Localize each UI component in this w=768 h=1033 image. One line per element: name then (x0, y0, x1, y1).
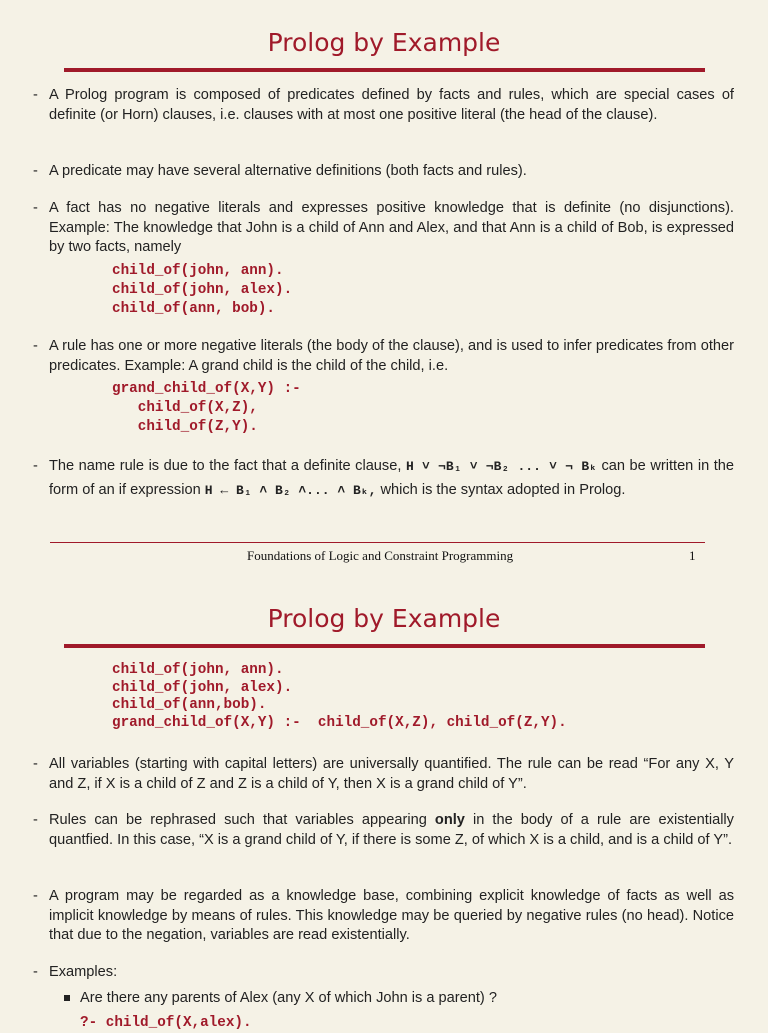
footer-divider (50, 542, 705, 543)
bullet-item: - The name rule is due to the fact that a definite clause, H ˅ ¬B₁ ˅ ¬B₂ ... ˅ ¬ Bₖ can be written in the form of an if expression H ← B₁ ˄ B₂ ˄... ˄ Bₖ, which is the syntax adopted in Prolog. (33, 458, 734, 498)
emphasis-only: only (434, 812, 465, 828)
facts-code-block: child_of(john, ann). child_of(john, alex). child_of(ann, bob). (112, 263, 293, 317)
sub-bullet-item: Are there any parents of Alex (any X of which John is a parent) ? (64, 989, 497, 1009)
bullet-item: - All variables (starting with capital letters) are universally quantified. The rule can be read “For any X, Y and Z, if X is a child of Z and Z is a child of Y, then X is a grand child of Y”. (33, 756, 734, 792)
if-formula: H ← B₁ ˄ B₂ ˄... ˄ Bₖ, (204, 482, 377, 498)
bullet-item: - A program may be regarded as a knowledge base, combining explicit knowledge of facts as well as implicit knowledge by means of rules. This knowledge may be queried by negative rules (no head). Notice that due to the negation, variables are read existentially. (33, 888, 734, 943)
bullet-item: - A fact has no negative literals and expresses positive knowledge that is definite (no disjunctions). Example: The knowledge that John is a child of Ann and Alex, and that Ann is a child of Bob, is expressed by two facts, namely (33, 200, 734, 255)
query-code: ?- child_of(X,alex). (80, 1015, 252, 1031)
bullet-item: - A predicate may have several alternative definitions (both facts and rules). (33, 163, 527, 179)
bullet-item: - Examples: (33, 964, 118, 980)
bullet-item: - Rules can be rephrased such that variables appearing only in the body of a rule are existentially quantfied. In this case, “X is a grand child of Y, if there is some Z, of which X is a child, and is a child of Y”. (33, 812, 734, 848)
page-number: 1 (689, 548, 696, 563)
bullet-item: - A Prolog program is composed of predicates defined by facts and rules, which are special cases of definite (or Horn) clauses, i.e. clauses with at most one positive literal (the head of the clause). (33, 87, 734, 123)
slide-title: Prolog by Example (267, 28, 501, 57)
square-bullet-icon (64, 995, 70, 1001)
rule-code-block: grand_child_of(X,Y) :- child_of(X,Z), child_of(Z,Y). (112, 381, 301, 435)
slide-title: Prolog by Example (267, 604, 501, 633)
program-code-block: child_of(john, ann). child_of(john, alex). child_of(ann,bob). grand_child_of(X,Y) :- child_of(X,Z), child_of(Z,Y). (112, 662, 567, 731)
clause-formula: H ˅ ¬B₁ ˅ ¬B₂ ... ˅ ¬ Bₖ (405, 459, 597, 474)
title-divider (64, 644, 705, 648)
title-divider (64, 68, 705, 72)
bullet-item: - A rule has one or more negative literals (the body of the clause), and is used to infer predicates from other predicates. Example: A grand child is the child of the child, i.e. (33, 338, 734, 374)
footer-title: Foundations of Logic and Constraint Programming (247, 548, 514, 563)
